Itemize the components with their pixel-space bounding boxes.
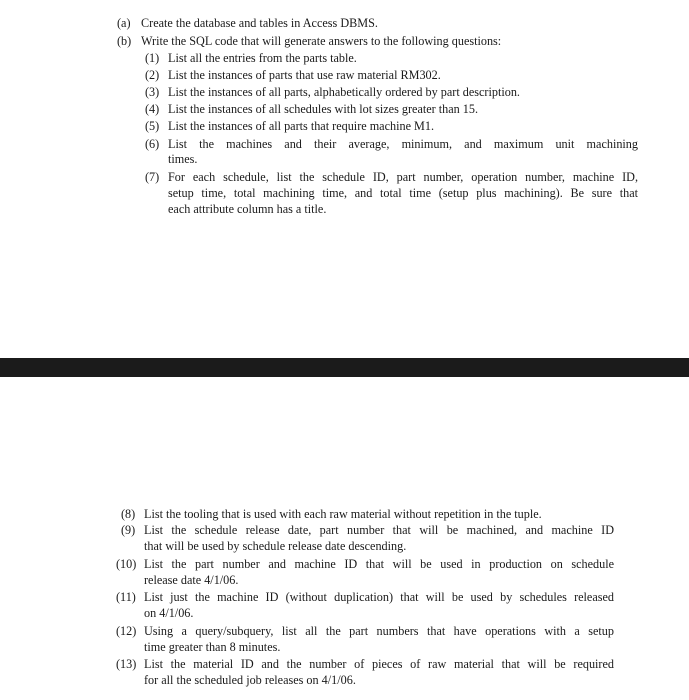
question-number-10: (10) — [116, 557, 137, 571]
question-text-9-line-2: that will be used by schedule release date descending. — [144, 539, 407, 553]
question-text-10-line-2: release date 4/1/06. — [144, 573, 239, 587]
question-number-11: (11) — [116, 590, 136, 604]
question-text-5: List the instances of all parts that require machine M1. — [168, 119, 435, 133]
question-number-12: (12) — [116, 624, 137, 638]
question-text-7-line-2: setup time, total machining time, and total time (setup plus machining). Be sure that — [168, 186, 638, 200]
question-number-7: (7) — [145, 170, 160, 184]
question-text-10-line-1: List the part number and machine ID that will be used in production on schedule — [144, 557, 614, 571]
question-text-3: List the instances of all parts, alphabetically ordered by part description. — [168, 85, 520, 99]
question-text-8: List the tooling that is used with each raw material without repetition in the tuple. — [144, 507, 542, 521]
question-text-11-line-1: List just the machine ID (without duplication) that will be used by schedules released — [144, 590, 614, 604]
question-number-5: (5) — [145, 119, 160, 133]
question-text-9-line-1: List the schedule release date, part number that will be machined, and machine ID — [144, 523, 614, 537]
question-text-12-line-2: time greater than 8 minutes. — [144, 640, 281, 654]
item-text-b: Write the SQL code that will generate answers to the following questions: — [141, 34, 502, 48]
question-text-6-line-2: times. — [168, 152, 198, 166]
question-text-12-line-1: Using a query/subquery, list all the part numbers that have operations with a setup — [144, 624, 614, 638]
question-text-2: List the instances of parts that use raw material RM302. — [168, 68, 441, 82]
question-text-13-line-2: for all the scheduled job releases on 4/1/06. — [144, 673, 356, 687]
document-page-bottom — [0, 377, 689, 700]
question-text-7-line-3: each attribute column has a title. — [168, 202, 327, 216]
question-number-3: (3) — [145, 85, 160, 99]
question-text-13-line-1: List the material ID and the number of pieces of raw material that will be required — [144, 657, 614, 671]
question-number-8: (8) — [121, 507, 136, 521]
question-text-11-line-2: on 4/1/06. — [144, 606, 194, 620]
question-text-6-line-1: List the machines and their average, minimum, and maximum unit machining — [168, 137, 638, 151]
question-number-4: (4) — [145, 102, 160, 116]
item-text-a: Create the database and tables in Access DBMS. — [141, 16, 378, 30]
question-text-4: List the instances of all schedules with lot sizes greater than 15. — [168, 102, 479, 116]
question-number-2: (2) — [145, 68, 160, 82]
question-number-1: (1) — [145, 51, 160, 65]
question-number-13: (13) — [116, 657, 137, 671]
question-text-7-line-1: For each schedule, list the schedule ID, part number, operation number, machine ID, — [168, 170, 638, 184]
question-number-9: (9) — [121, 523, 136, 537]
question-text-1: List all the entries from the parts table. — [168, 51, 357, 65]
page-divider-bar — [0, 358, 689, 377]
question-number-6: (6) — [145, 137, 160, 151]
item-label-b: (b) — [117, 34, 132, 48]
item-label-a: (a) — [117, 16, 131, 30]
